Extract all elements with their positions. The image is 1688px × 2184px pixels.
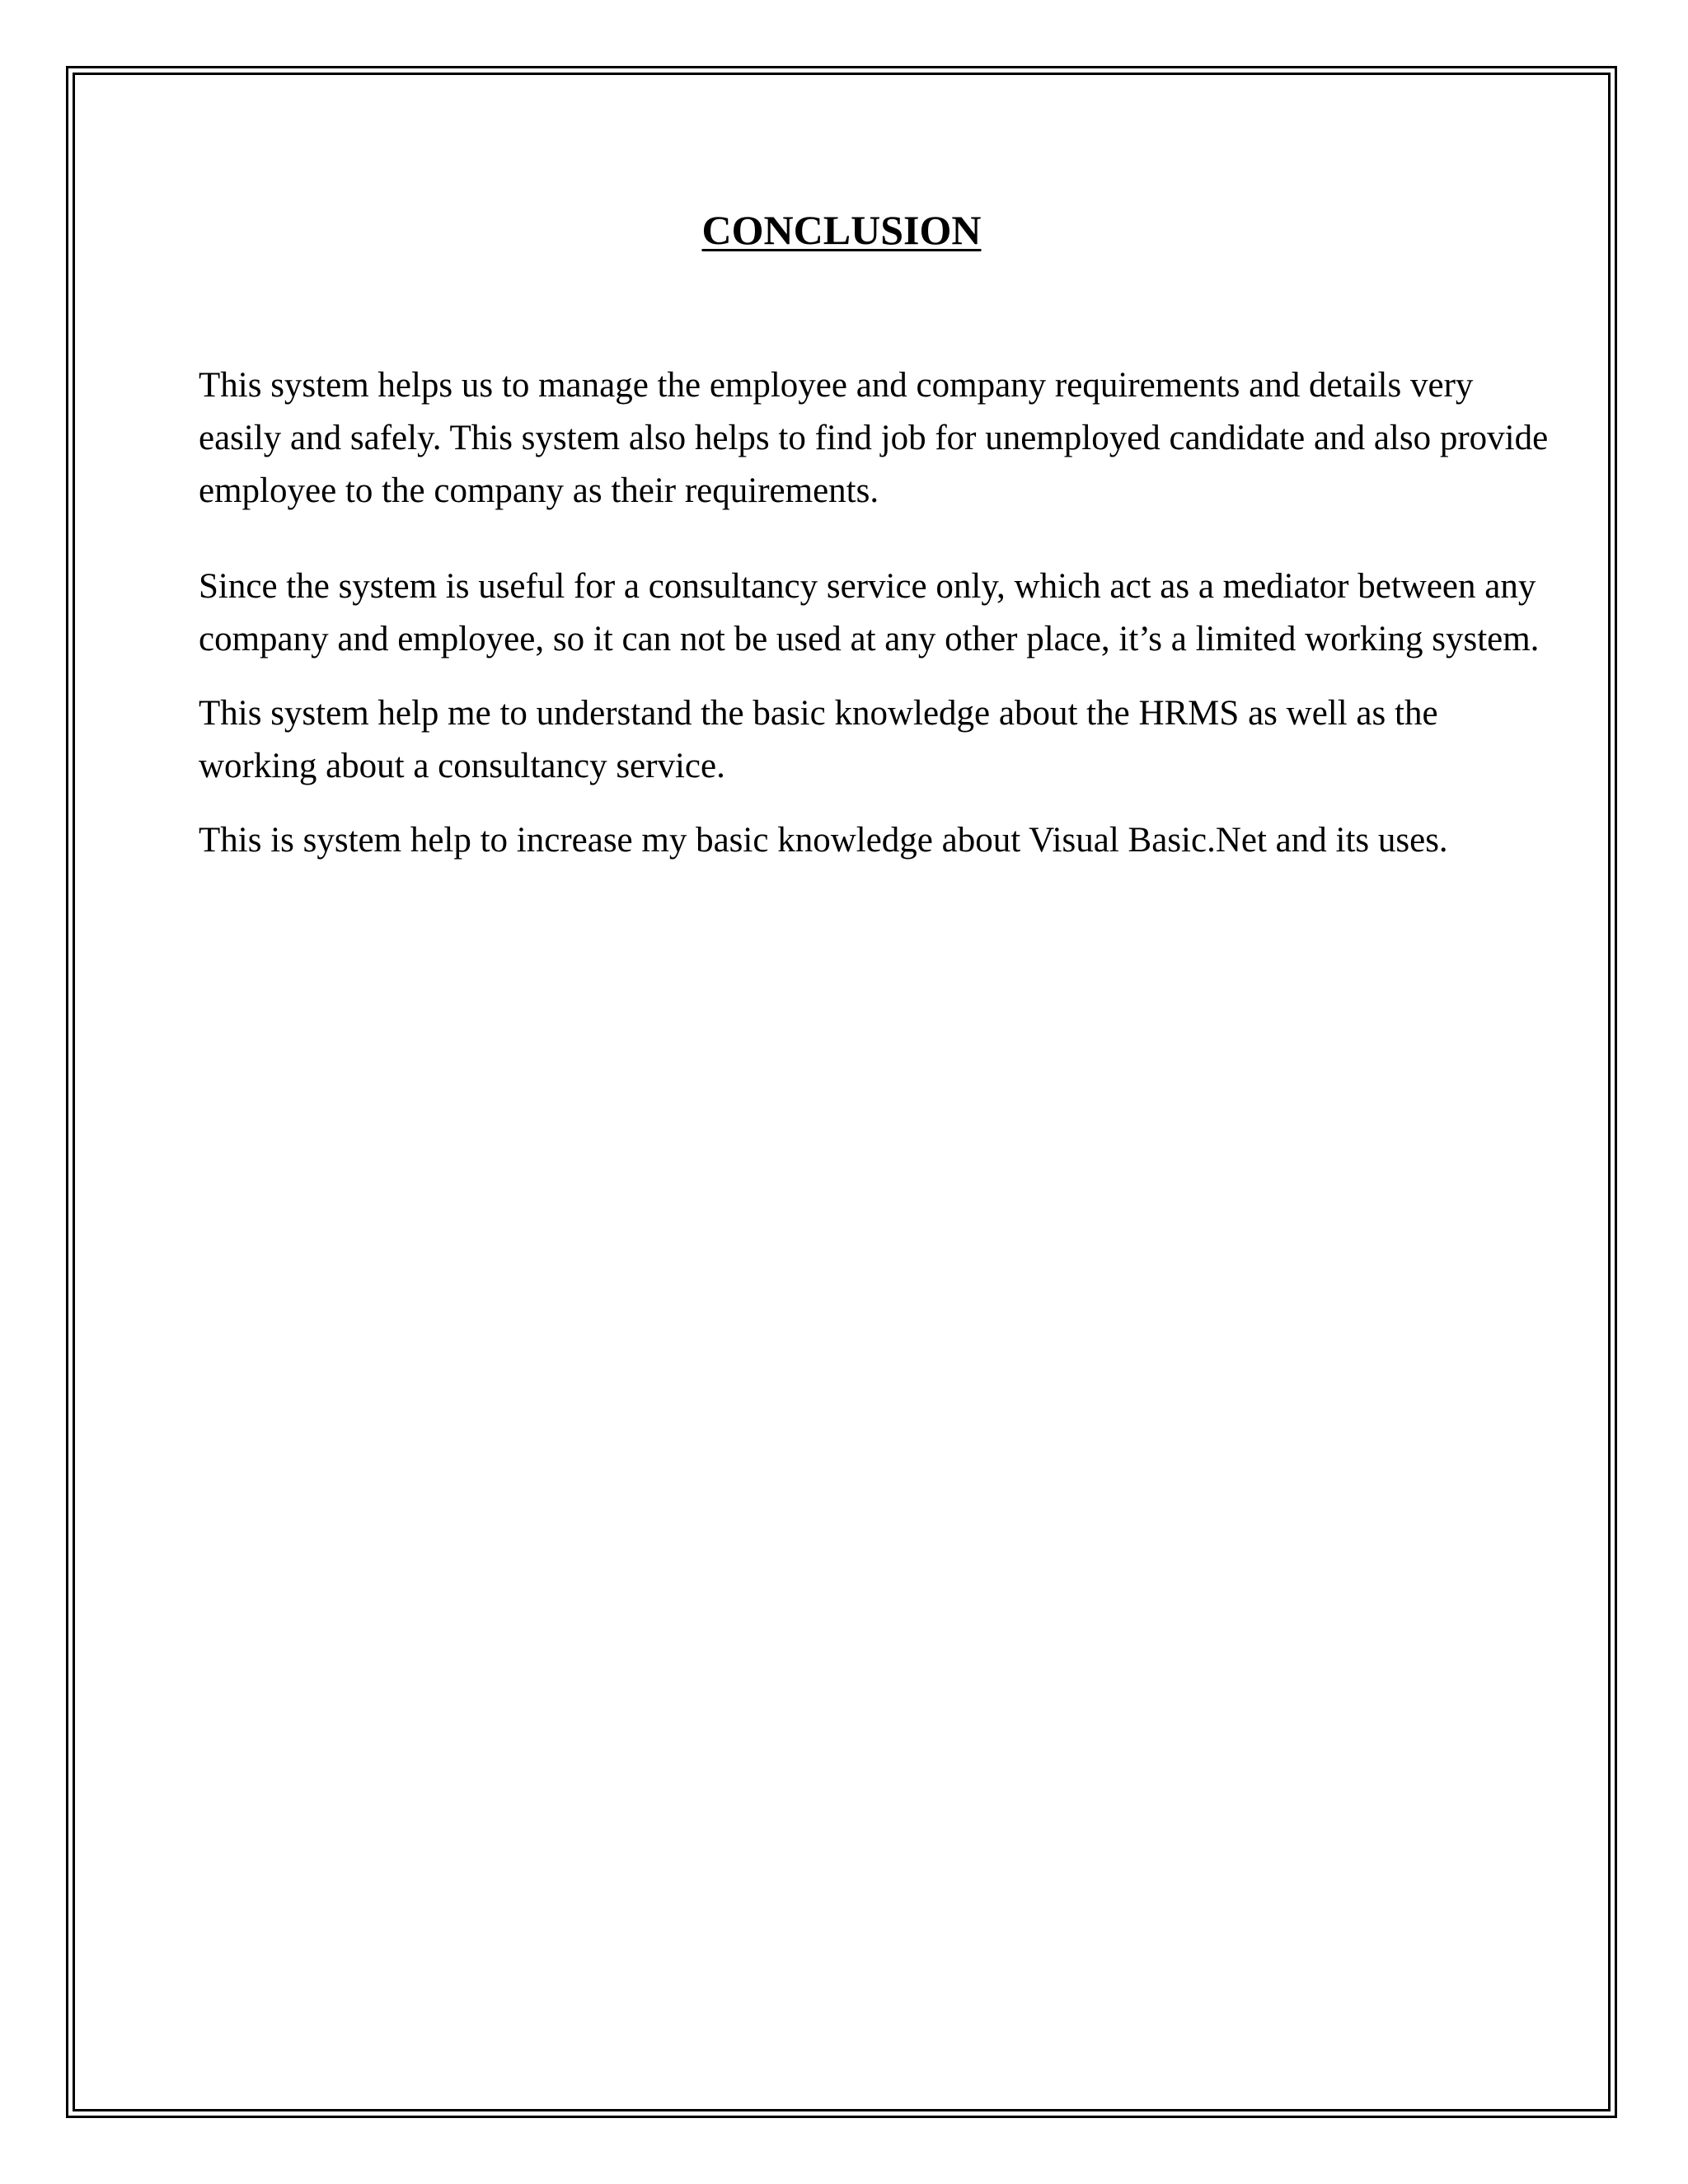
paragraph-2: Since the system is useful for a consultancy service only, which act as a mediator between any company and employee, so it can not be used at any other place, it’s a limited working system. <box>199 567 1540 658</box>
body-text <box>199 359 1550 867</box>
paragraph-1: This system helps us to manage the employee and company requirements and details very easily and safely. This system also helps to find job for unemployed candidate and also provide employee to the company as their requirements. <box>199 366 1549 510</box>
paragraph-3: This system help me to understand the basic knowledge about the HRMS as well as the working about a consultancy service. <box>199 694 1438 785</box>
page-title: CONCLUSION <box>701 207 982 253</box>
page-border-inner <box>73 73 1611 2111</box>
page-border-outer <box>66 66 1617 2118</box>
paragraph-4: This is system help to increase my basic knowledge about Visual Basic.Net and its uses. <box>199 821 1448 860</box>
